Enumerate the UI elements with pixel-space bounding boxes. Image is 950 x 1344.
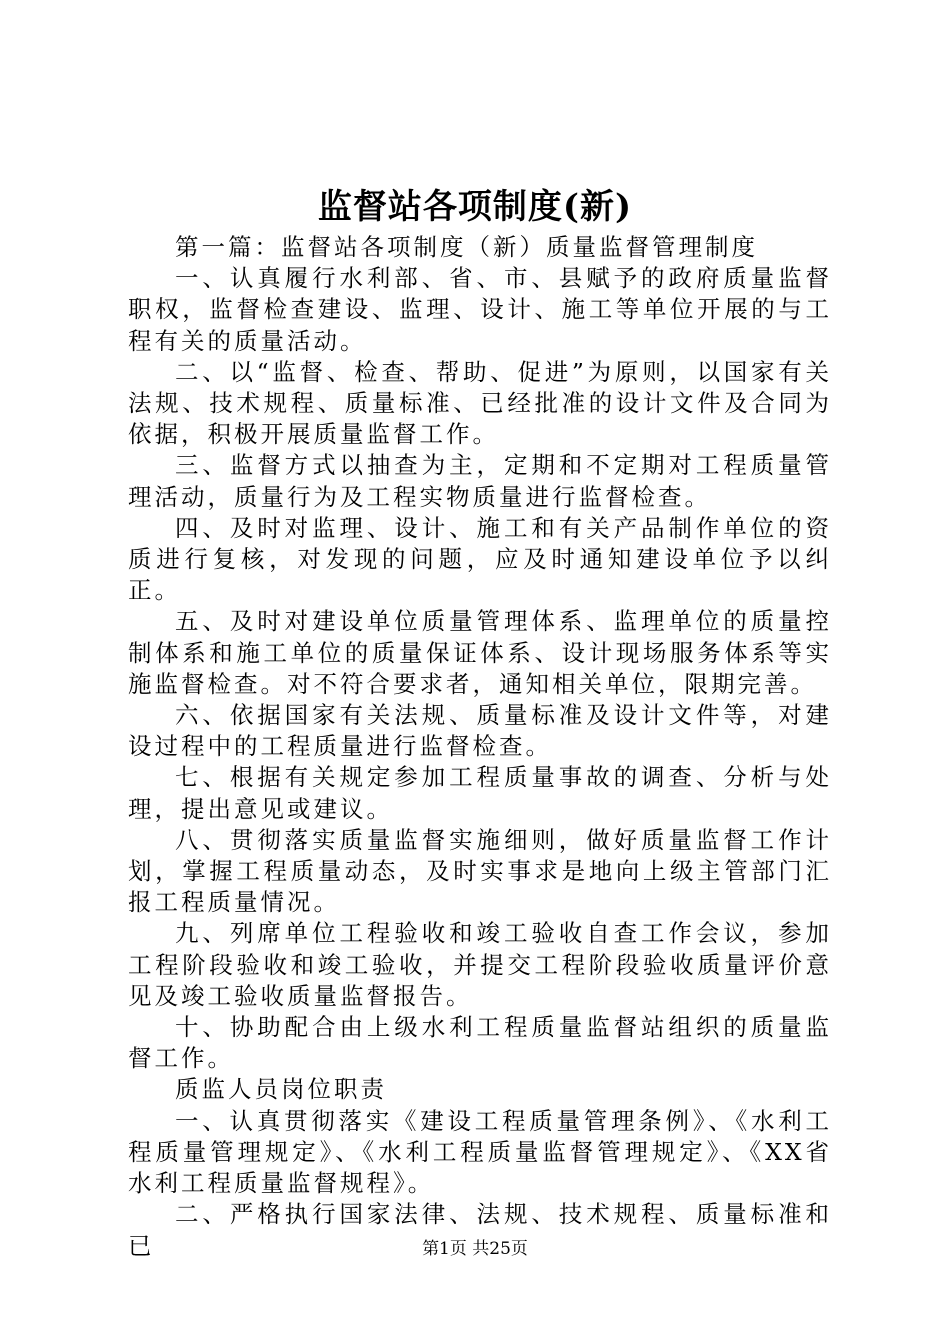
paragraph: 九、列席单位工程验收和竣工验收自查工作会议，参加工程阶段验收和竣工验收，并提交工程阶段验收质量评价意见及竣工验收质量监督报告。	[128, 919, 832, 1010]
document-title: 监督站各项制度(新)	[317, 187, 633, 227]
page-footer: 第1页 共25页	[422, 1239, 528, 1259]
document-body	[128, 232, 832, 1262]
paragraph: 二、以“监督、检查、帮助、促进”为原则，以国家有关法规、技术规程、质量标准、已经批准的设计文件及合同为依据，积极开展质量监督工作。	[128, 357, 832, 449]
paragraph: 七、根据有关规定参加工程质量事故的调查、分析与处理，提出意见或建议。	[128, 763, 832, 823]
paragraph: 五、及时对建设单位质量管理体系、监理单位的质量控制体系和施工单位的质量保证体系、设计现场服务体系等实施监督检查。对不符合要求者，通知相关单位，限期完善。	[128, 607, 832, 698]
paragraph: 四、及时对监理、设计、施工和有关产品制作单位的资质进行复核，对发现的问题，应及时通知建设单位予以纠正。	[128, 513, 832, 605]
paragraph: 三、监督方式以抽查为主，定期和不定期对工程质量管理活动，质量行为及工程实物质量进行监督检查。	[128, 451, 832, 511]
paragraph: 六、依据国家有关法规、质量标准及设计文件等，对建设过程中的工程质量进行监督检查。	[128, 701, 832, 761]
paragraph: 一、认真贯彻落实《建设工程质量管理条例》、《水利工程质量管理规定》、《水利工程质量监督管理规定》、《XX省水利工程质量监督规程》。	[128, 1106, 832, 1198]
paragraph: 十、协助配合由上级水利工程质量监督站组织的质量监督工作。	[128, 1013, 832, 1073]
paragraph: 一、认真履行水利部、省、市、县赋予的政府质量监督职权，监督检查建设、监理、设计、施工等单位开展的与工程有关的质量活动。	[128, 264, 832, 355]
paragraph: 八、贯彻落实质量监督实施细则，做好质量监督工作计划，掌握工程质量动态，及时实事求是地向上级主管部门汇报工程质量情况。	[128, 825, 832, 917]
section-heading: 质监人员岗位职责	[175, 1075, 387, 1104]
paragraph: 二、严格执行国家法律、法规、技术规程、质量标准和已	[128, 1200, 832, 1260]
paragraph: 第一篇：监督站各项制度（新）质量监督管理制度	[175, 233, 758, 261]
